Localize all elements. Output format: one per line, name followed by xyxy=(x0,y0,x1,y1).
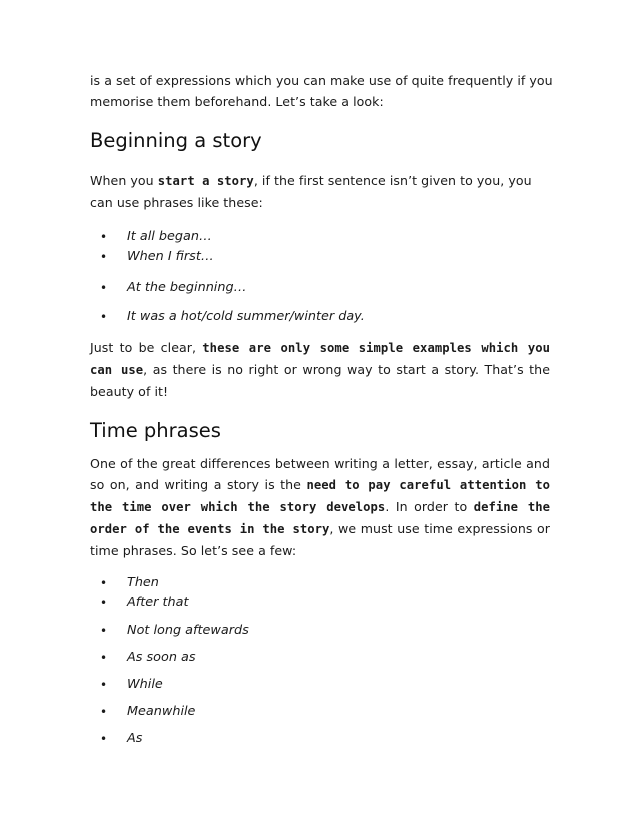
section-heading-beginning: Beginning a story xyxy=(90,129,262,152)
list-item: • As xyxy=(90,729,550,749)
text-run: . In order to xyxy=(385,499,474,514)
section-heading-time-phrases: Time phrases xyxy=(90,419,221,442)
text-run: Just to be clear, xyxy=(90,340,203,355)
list-item: • Not long aftewards xyxy=(90,621,550,641)
text-run: When you xyxy=(90,173,158,188)
text-run: , we must use time expressions or time phrases. So let’s see a few: xyxy=(90,521,550,558)
bold-phrase: these are only some simple examples which you can use xyxy=(90,341,551,377)
document-page xyxy=(90,70,553,749)
list-item: • As soon as xyxy=(90,648,550,668)
intro-paragraph: is a set of expressions which you can make use of quite frequently if you memorise them beforehand. Let’s take a look: xyxy=(90,73,553,109)
list-item: • It all began… xyxy=(90,227,550,247)
bold-phrase: start a story xyxy=(157,174,254,188)
list-item: • While xyxy=(90,675,550,695)
text-run: , as there is no right or wrong way to start a story. That’s the beauty of it! xyxy=(90,362,550,399)
clarification-paragraph xyxy=(90,337,550,402)
list-item: • Then xyxy=(90,573,550,593)
bold-phrase: define the order of the events in the story xyxy=(90,500,551,536)
bold-phrase: need to pay careful attention to the time over which the story develops xyxy=(90,478,551,514)
text-run: , if the first sentence isn’t given to you, you can use phrases like these: xyxy=(90,173,532,210)
list-item: • After that xyxy=(90,593,550,613)
list-item: • It was a hot/cold summer/winter day. xyxy=(90,307,550,327)
beginning-phrases-list xyxy=(90,227,550,327)
list-item: • When I first… xyxy=(90,247,550,267)
list-item: • Meanwhile xyxy=(90,702,550,722)
time-phrases-paragraph xyxy=(90,453,550,561)
beginning-paragraph xyxy=(90,170,550,213)
text-run: One of the great differences between writing a letter, essay, article and so on, and writing a story is the xyxy=(90,456,550,492)
time-phrases-list xyxy=(90,573,550,749)
list-item: • At the beginning… xyxy=(90,278,550,298)
